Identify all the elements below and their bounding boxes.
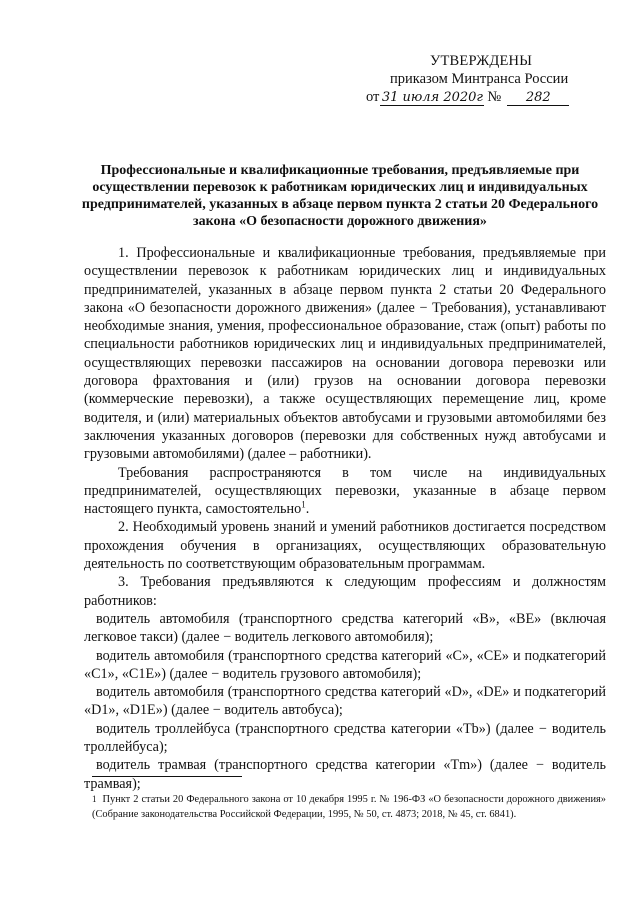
handwritten-date: 31 июля 2020г [381,90,483,105]
document-body [84,244,606,793]
number-label: № [487,89,502,105]
approval-block [360,52,600,106]
handwritten-number: 282 [507,91,569,106]
from-label: от [366,89,380,105]
approval-date-line [360,88,600,106]
document-title: Профессиональные и квалификационные требования, предъявляемые при осуществлении перевозок к работникам юридических лиц и индивидуальных предпринимателей, указанных в абзаце первом пункта 2 статьи 20 Федерального закона «О безопасности дорожного движения» [81,163,599,229]
footnote-reference-period: . [305,501,310,518]
footnote-mark: 1 [92,794,97,804]
list-item: водитель автомобиля (транспортного средства категорий «D», «DE» и подкатегорий «D1», «D1E») (далее − водитель автобуса); [84,684,606,719]
paragraph-2: 2. Необходимый уровень знаний и умений работников достигается посредством прохождения обучения в организациях, осуществляющих образовательную деятельность по соответствующим образовательным программам. [84,519,606,573]
paragraph-1-continuation [84,464,606,519]
footnote [92,792,606,822]
paragraph-1: 1. Профессиональные и квалификационные требования, предъявляемые при осуществлении перевозок к работникам юридических лиц и индивидуальных предпринимателей, указанных в абзаце первом пункта 2 статьи 20 Федерального закона «О безопасности дорожного движения» (далее − Требования), устанавливают необходимые знания, умения, профессиональное образование, стаж (опыт) работы по специальности работников юридических лиц и индивидуальных предпринимателей, осуществляющих перевозки пассажиров на основании договора перевозки или договора фрахтования и (или) грузов на основании договора перевозки (коммерческие перевозки), а также осуществляющих перемещение лиц, кроме водителя, и (или) материальных объектов автобусами и грузовыми автомобилями без заключения указанных договоров (перевозки для собственных нужд автобусами и грузовыми автомобилями) (далее – работники). [84,245,606,463]
paragraph-1-continuation-text: Требования распространяются в том числе на индивидуальных предпринимателей, осуществляющих перевозки, указанные в абзаце первом настоящего пункта, самостоятельно [84,464,606,518]
approval-title: УТВЕРЖДЕНЫ [430,53,533,69]
list-item: водитель автомобиля (транспортного средства категорий «C», «CE» и подкатегорий «C1», «C1E») (далее − водитель грузового автомобиля); [84,647,606,682]
footnote-reference: 1 [301,499,306,510]
list-item: водитель троллейбуса (транспортного средства категории «Tb») (далее − водитель троллейбуса); [84,720,606,756]
footnote-separator [92,776,242,777]
list-item: водитель трамвая (транспортного средства категории «Tm») (далее − водитель трамвая); [84,757,606,792]
paragraph-3: 3. Требования предъявляются к следующим профессиям и должностям работников: [84,574,606,609]
footnote-text: Пункт 2 статьи 20 Федерального закона от 10 декабря 1995 г. № 196-ФЗ «О безопасности дорожного движения» (Собрание законодательства Российской Федерации, 1995, № 50, ст. 4873; 2018, № 45, ст. 6841). [92,794,606,820]
list-item: водитель автомобиля (транспортного средства категорий «B», «BE» (включая легковое такси) (далее − водитель легкового автомобиля); [84,610,606,646]
approval-order: приказом Минтранса России [390,71,569,87]
